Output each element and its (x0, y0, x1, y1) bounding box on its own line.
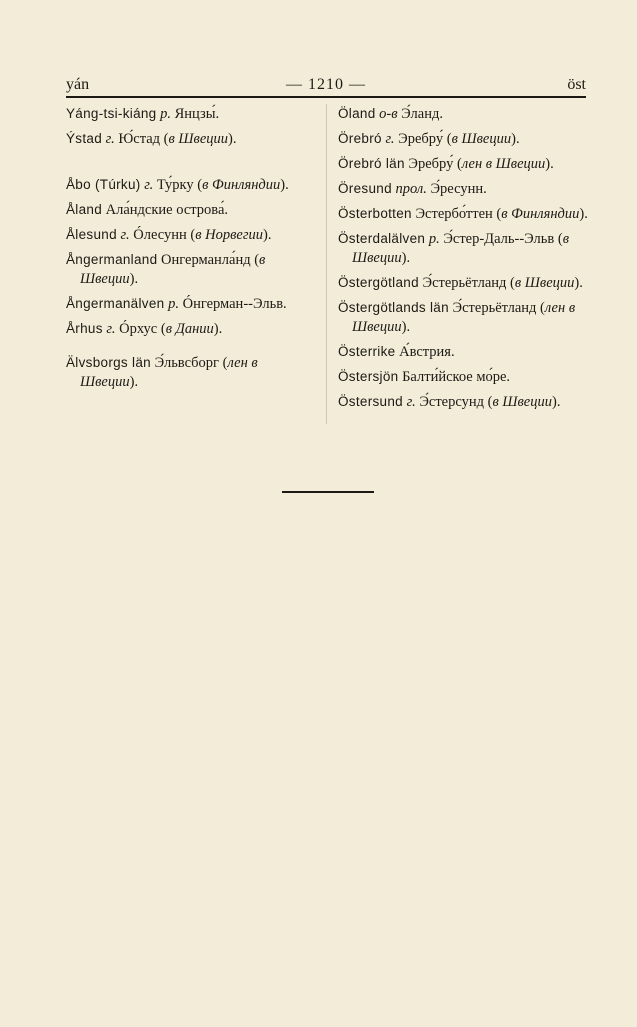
note: в Швеции (352, 231, 569, 266)
headword: Östersjön (338, 369, 399, 384)
note-end: ). (545, 156, 554, 172)
headword: Åbo (Túrku) (66, 177, 141, 192)
note: в Швеции (80, 252, 266, 287)
entry (66, 225, 318, 245)
entry (338, 298, 590, 337)
translation: Э́стерсунд ( (419, 394, 493, 410)
note: в Швеции (451, 131, 512, 147)
note: в Швеции (492, 394, 552, 410)
translation: Ту́рку ( (156, 177, 203, 193)
headword: Östersund (338, 394, 403, 409)
abbrev: прол. (391, 181, 431, 197)
note-end: ). (129, 271, 139, 287)
note: в Дании (165, 321, 214, 337)
headword: Åland (66, 202, 103, 217)
note-end: ). (228, 131, 237, 147)
translation: Э́стер-Даль--Эльв ( (443, 231, 563, 247)
translation: Ала́ндские острова́. (105, 202, 229, 218)
entry (66, 294, 318, 314)
abbrev: р. (164, 296, 183, 312)
abbrev: г. (102, 131, 119, 147)
translation: Э́львсборг ( (154, 355, 228, 371)
note-end: ). (579, 206, 588, 222)
translation: Э́стерьётланд ( (422, 275, 515, 291)
end-rule (282, 491, 374, 493)
note-end: ). (263, 227, 272, 243)
note: в Финляндии (202, 177, 281, 193)
note: в Швеции (514, 275, 575, 291)
translation: Ю́стад ( (118, 131, 169, 147)
headword: Älvsborgs län (66, 355, 151, 370)
headword: Österdalälven (338, 231, 426, 246)
translation: Онгерманла́нд ( (161, 252, 260, 268)
abbrev: о-в (375, 106, 402, 122)
note-end: ). (280, 177, 289, 193)
abbrev: г. (102, 321, 120, 337)
note: лен в Швеции (461, 156, 546, 172)
headword: Ångermanland (66, 252, 158, 267)
translation: Эстербо́ттен ( (415, 206, 502, 222)
translation: Óрхус ( (119, 321, 166, 337)
abbrev: г. (402, 394, 420, 410)
entry (338, 204, 590, 224)
abbrev: г. (381, 131, 399, 147)
note-end: ). (129, 374, 139, 390)
note: в Швеции (168, 131, 229, 147)
entry (338, 273, 590, 293)
entry (338, 342, 590, 362)
translation: Янцзы́. (174, 106, 220, 122)
header-rule (66, 96, 586, 98)
entry (66, 129, 318, 149)
entry (338, 154, 590, 174)
entry (338, 392, 590, 412)
entry (338, 129, 590, 149)
note-end: ). (551, 394, 561, 410)
entry (66, 104, 318, 124)
abbrev: г. (140, 177, 157, 193)
headword: Österbotten (338, 206, 412, 221)
note: в Норвегии (195, 227, 263, 243)
headword: Århus (66, 321, 103, 336)
abbrev: р. (425, 231, 444, 247)
note-end: ). (401, 250, 411, 266)
headword: Ålesund (66, 227, 117, 242)
header-left-guideword: yán (66, 76, 90, 93)
entry (66, 250, 318, 289)
headword: Örebró (338, 131, 382, 146)
translation: Эребру́ ( (398, 131, 452, 147)
translation: Э́стерьётланд ( (452, 300, 545, 316)
headword: Yáng-tsi-kiáng (66, 106, 157, 121)
entry (66, 319, 318, 339)
entry (338, 104, 590, 124)
note-end: ). (574, 275, 583, 291)
headword: Örebró län (338, 156, 405, 171)
abbrev: г. (116, 227, 134, 243)
translation: Óлесунн ( (133, 227, 196, 243)
translation: Э́ланд. (401, 106, 443, 122)
note-end: ). (213, 321, 223, 337)
entry (66, 353, 318, 392)
headword: Öresund (338, 181, 392, 196)
page-header (66, 76, 586, 96)
note-end: ). (401, 319, 411, 335)
translation: Балти́йское мо́ре. (402, 369, 511, 385)
note: в Финляндии (501, 206, 580, 222)
page-number: — 1210 — (286, 76, 366, 93)
headword: Österrike (338, 344, 396, 359)
headword: Östergötlands län (338, 300, 449, 315)
entry (66, 200, 318, 220)
note: лен в Швеции (80, 355, 258, 390)
headword: Ýstad (66, 131, 103, 146)
header-right-guideword: öst (567, 76, 586, 93)
abbrev: р. (156, 106, 175, 122)
note: лен в Швеции (352, 300, 576, 335)
left-column (66, 104, 318, 397)
headword: Ångermanälven (66, 296, 165, 311)
entry (66, 175, 318, 195)
headword: Öland (338, 106, 376, 121)
translation: Óнгерман--Эльв. (182, 296, 287, 312)
column-divider (326, 104, 327, 424)
translation: Эребру́ ( (408, 156, 462, 172)
headword: Östergötland (338, 275, 419, 290)
right-column (338, 104, 590, 417)
note-end: ). (511, 131, 520, 147)
entry (338, 179, 590, 199)
translation: А́встрия. (399, 344, 455, 360)
entry (338, 367, 590, 387)
entry (338, 229, 590, 268)
translation: Э́ресунн. (430, 181, 487, 197)
